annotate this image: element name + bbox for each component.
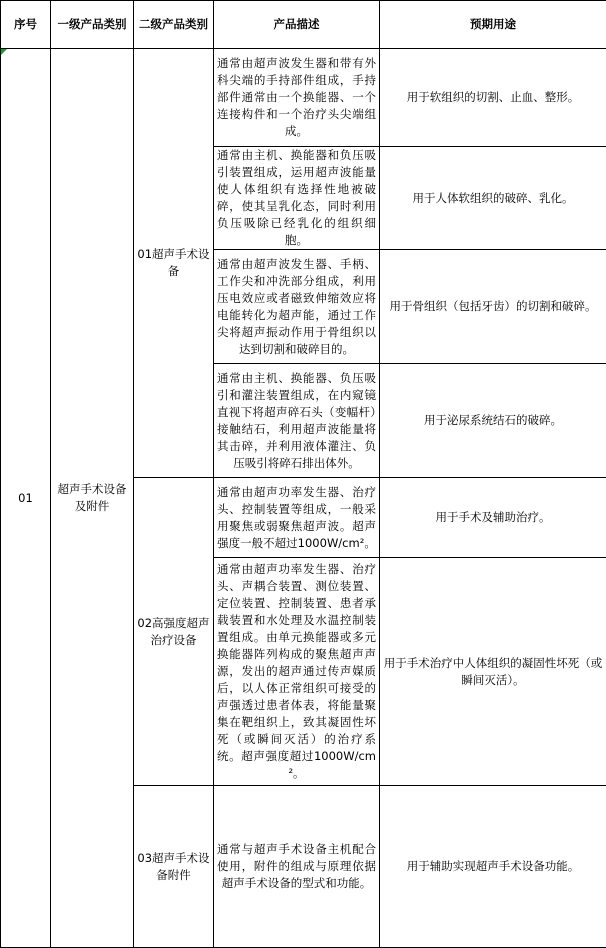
description-cell: 通常由超声功率发生器、治疗头、控制装置等组成，一般采用聚焦或弱聚焦超声波。超声强度一般不超过1000W/cm²。 — [214, 478, 380, 558]
usage-cell: 用于人体软组织的破碎、乳化。 — [380, 147, 606, 250]
cell-marker-icon — [1, 49, 7, 55]
usage-cell: 用于辅助实现超声手术设备功能。 — [380, 786, 606, 948]
usage-cell: 用于骨组织（包括牙齿）的切割和破碎。 — [380, 250, 606, 364]
header-level2: 二级产品类别 — [134, 1, 214, 49]
description-cell: 通常与超声手术设备主机配合使用，附件的组成与原理依据超声手术设备的型式和功能。 — [214, 786, 380, 948]
level2-cell: 03超声手术设备附件 — [134, 786, 214, 948]
seq-cell: 01 — [1, 49, 51, 948]
description-cell: 通常由超声功率发生器、治疗头、声耦合装置、测位装置、定位装置、控制装置、患者承载装置和水处理及水温控制装置组成。由单元换能器或多元换能器阵列构成的聚焦超声声源，发出的超声通过传声媒质后，以人体正常组织可接受的声强透过患者体表，将能量聚集在靶组织上，致其凝固性坏死（或瞬间灭活）的治疗系统。超声强度超过1000W/cm²。 — [214, 558, 380, 786]
level2-cell: 02高强度超声治疗设备 — [134, 478, 214, 786]
usage-cell: 用于手术治疗中人体组织的凝固性坏死（或瞬间灭活）。 — [380, 558, 606, 786]
header-description: 产品描述 — [214, 1, 380, 49]
description-cell: 通常由超声波发生器、手柄、工作尖和冲洗部分组成，利用压电效应或者磁致伸缩效应将电能转化为超声能，通过工作尖将超声振动作用于骨组织以达到切割和破碎目的。 — [214, 250, 380, 364]
description-cell: 通常由超声波发生器和带有外科尖端的手持部件组成，手持部件通常由一个换能器、一个连接构件和一个治疗头尖端组成。 — [214, 49, 380, 147]
description-cell: 通常由主机、换能器、负压吸引和灌注装置组成，在内窥镜直视下将超声碎石头（变幅杆）接触结石，利用超声波能量将其击碎，并利用液体灌注、负压吸引将碎石排出体外。 — [214, 364, 380, 478]
usage-cell: 用于泌尿系统结石的破碎。 — [380, 364, 606, 478]
usage-cell: 用于软组织的切割、止血、整形。 — [380, 49, 606, 147]
header-row — [1, 1, 606, 49]
level2-cell: 01超声手术设备 — [134, 49, 214, 478]
header-usage: 预期用途 — [380, 1, 606, 49]
usage-cell: 用于手术及辅助治疗。 — [380, 478, 606, 558]
description-cell: 通常由主机、换能器和负压吸引装置组成，运用超声波能量使人体组织有选择性地被破碎，使其呈乳化态，同时利用负压吸除已经乳化的组织细胞。 — [214, 147, 380, 250]
header-level1: 一级产品类别 — [51, 1, 134, 49]
table-row — [1, 49, 606, 147]
header-seq: 序号 — [1, 1, 51, 49]
level1-cell: 超声手术设备及附件 — [51, 49, 134, 948]
